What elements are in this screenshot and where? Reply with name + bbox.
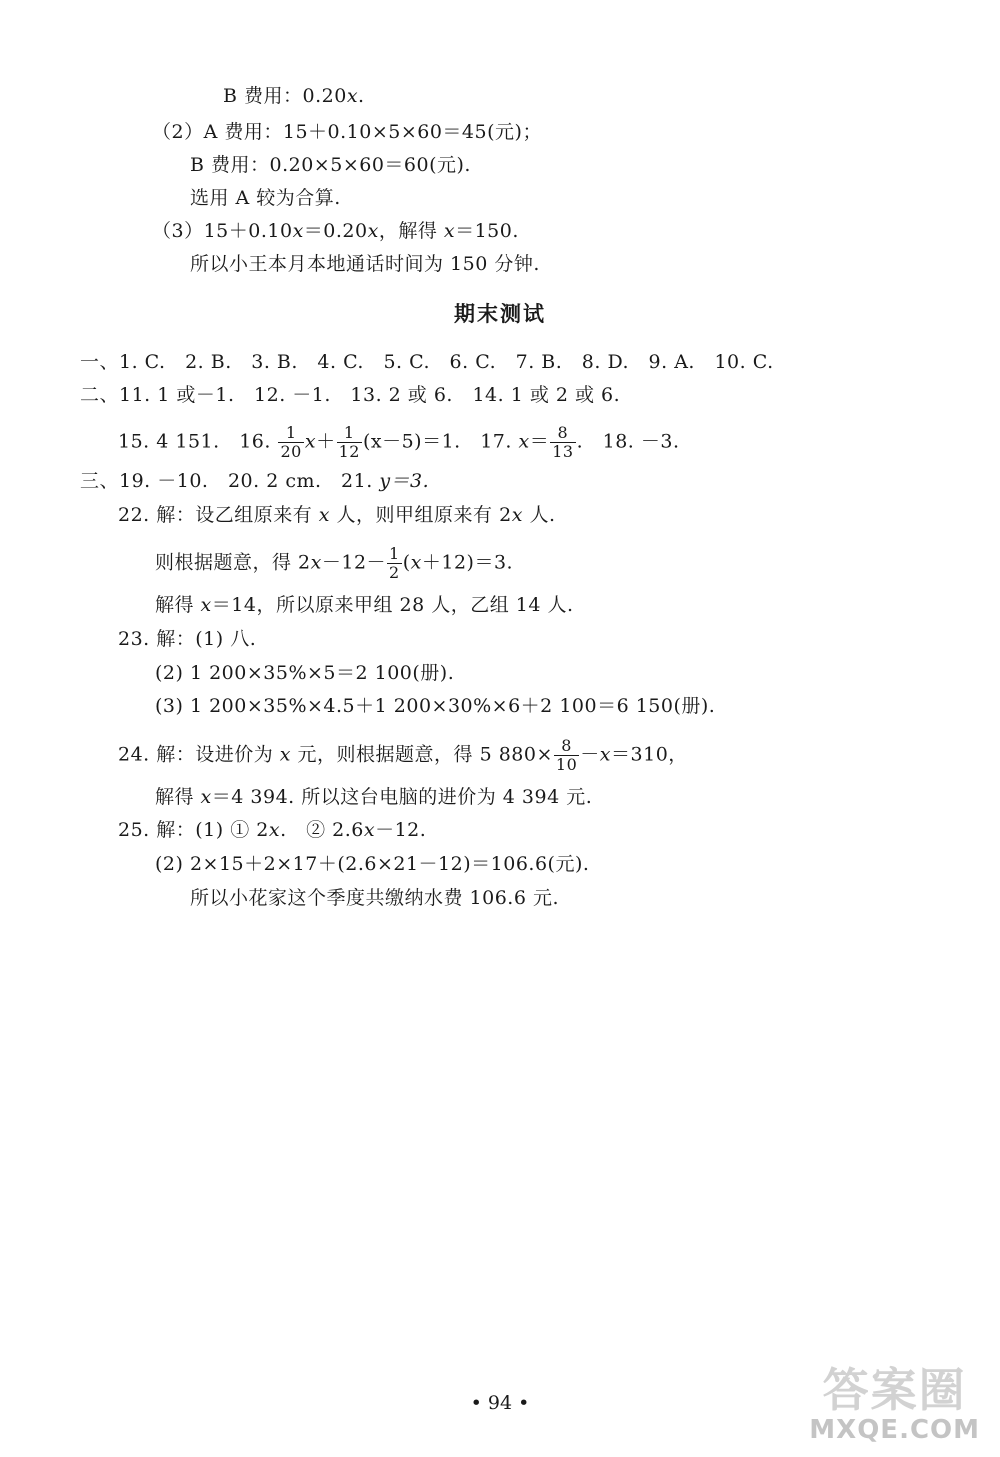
answers-part-1: 一、1. C. 2. B. 3. B. 4. C. 5. C. 6. C. 7. B. 8. D. 9. A. 10. C. (80, 351, 774, 373)
watermark-logo: 答案圈 (822, 1363, 967, 1417)
q22-line-2: 则根据题意，得 2x－12－ $\frac{1}{2}$ (x＋12)＝3. (155, 544, 514, 582)
q23-line-2: (2) 1 200×35%×5＝2 100(册). (155, 662, 455, 684)
q24-line-2: 解得 x＝4 394. 所以这台电脑的进价为 4 394 元. (155, 786, 593, 808)
page-number: • 94 • (470, 1392, 530, 1414)
answers-part-2: 二、11. 1 或－1. 12. －1. 13. 2 或 6. 14. 1 或 2 或 6. (80, 384, 621, 406)
answers-part-3: 三、19. －10. 20. 2 cm. 21. y＝3. (80, 470, 430, 492)
q22-line-3: 解得 x＝14，所以原来甲组 28 人，乙组 14 人. (155, 594, 574, 616)
fraction-22: $\frac{1}{2}$ (389, 544, 400, 582)
q22-line-1: 22. 解：设乙组原来有 x 人，则甲组原来有 2x 人. (118, 504, 556, 526)
fraction-16a: $\frac{1}{20}$ (280, 423, 302, 461)
fraction-16b: $\frac{1}{12}$ (338, 423, 360, 461)
watermark-url: MXQE.COM (809, 1415, 980, 1445)
q25-line-1: 25. 解：(1) ① 2x. ② 2.6x－12. (118, 819, 427, 841)
prev-line-2: （2）A 费用：15＋0.10×5×60＝45(元)； (152, 121, 542, 143)
prev-line-4: 选用 A 较为合算. (190, 187, 341, 209)
fraction-17: $\frac{8}{13}$ (552, 423, 574, 461)
answers-15-18: 15. 4 151. 16. $\frac{1}{20}$ x＋ $\frac{1}{12}$ (x－5)＝1. 17. x＝ $\frac{8}{13}$ . 18. －3. (118, 423, 680, 461)
q24-line-1: 24. 解：设进价为 x 元，则根据题意，得 5 880× $\frac{8}{10}$ －x＝310， (118, 736, 688, 774)
section-title: 期末测试 (454, 302, 546, 326)
prev-line-3: B 费用：0.20×5×60＝60(元). (190, 154, 471, 176)
q23-line-1: 23. 解：(1) 八. (118, 628, 257, 650)
fraction-24: $\frac{8}{10}$ (555, 736, 578, 774)
prev-line-5: （3）15＋0.10x＝0.20x，解得 x＝150. (152, 220, 519, 242)
prev-line-1: B 费用：0.20x. (223, 85, 365, 107)
watermark (809, 1365, 980, 1445)
q25-line-3: 所以小花家这个季度共缴纳水费 106.6 元. (190, 887, 560, 909)
q23-line-3: (3) 1 200×35%×4.5＋1 200×30%×6＋2 100＝6 150(册). (155, 695, 716, 717)
prev-line-6: 所以小王本月本地通话时间为 150 分钟. (190, 253, 540, 275)
q25-line-2: (2) 2×15＋2×17＋(2.6×21－12)＝106.6(元). (155, 853, 590, 875)
